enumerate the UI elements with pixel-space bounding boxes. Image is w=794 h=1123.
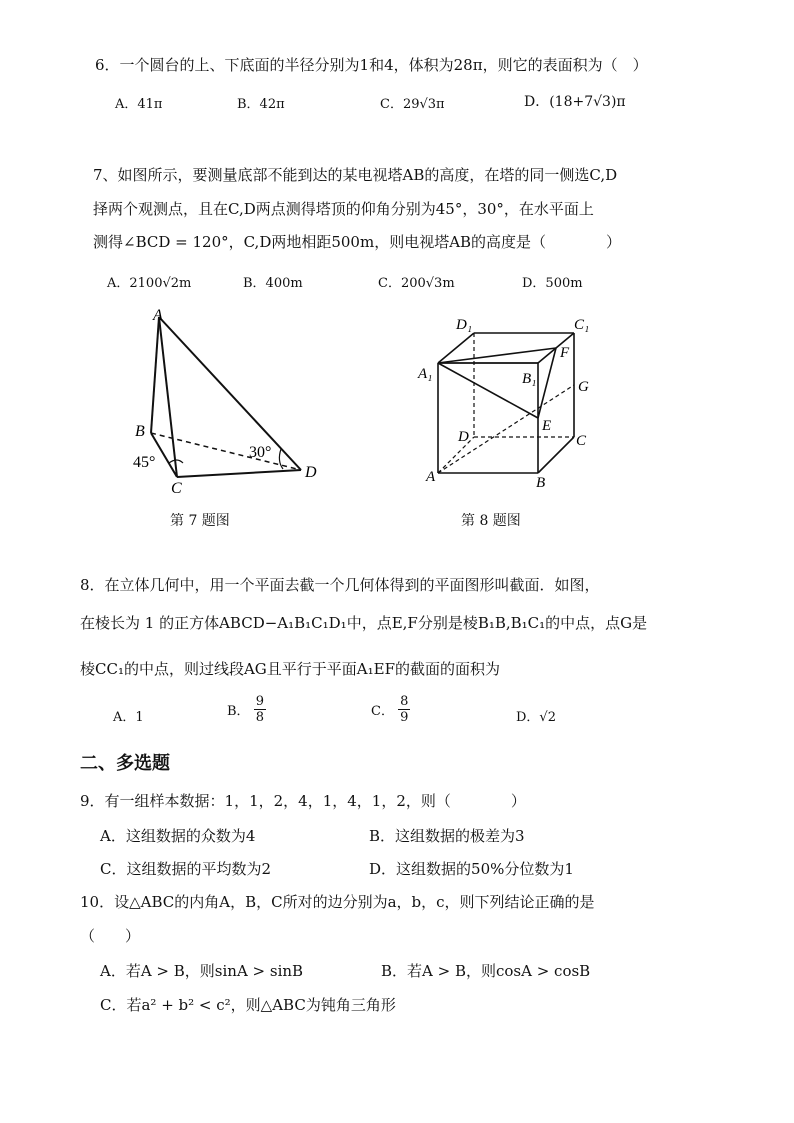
q8-line-1: 8．在立体几何中，用一个平面去截一个几何体得到的平面图形叫截面．如图， xyxy=(80,576,600,594)
q9-option-d: D．这组数据的50%分位数为1 xyxy=(369,860,574,878)
figure-8-caption: 第 8 题图 xyxy=(461,513,521,529)
label-d: D xyxy=(305,464,317,481)
q8-option-b-denominator: 8 xyxy=(255,710,264,725)
figure-7-tower-diagram xyxy=(125,305,335,500)
q8-option-b-fraction xyxy=(254,694,266,725)
q8-option-b-prefix: B． xyxy=(227,704,250,719)
section-2-title: 二、多选题 xyxy=(80,753,170,774)
label-g: G xyxy=(578,379,589,395)
q9-option-c: C．这组数据的平均数为2 xyxy=(100,860,272,878)
label-b1: B₁ xyxy=(522,371,537,387)
label-d: D xyxy=(458,429,469,445)
q9-option-b: B．这组数据的极差为3 xyxy=(369,827,525,845)
q8-option-c-fraction xyxy=(398,694,410,725)
q7-line-3: 测得∠BCD = 120°，C,D两地相距500m，则电视塔AB的高度是（ ） xyxy=(93,233,622,251)
edge-ab xyxy=(151,317,159,433)
q6-option-c: C．29√3π xyxy=(380,97,445,112)
label-c1: C₁ xyxy=(574,317,590,333)
q8-option-c xyxy=(371,694,410,725)
label-angle-45: 45° xyxy=(133,454,156,471)
q6-stem: 6．一个圆台的上、下底面的半径分别为1和4，体积为28π，则它的表面积为（ ） xyxy=(95,56,648,74)
q8-option-b-numerator: 9 xyxy=(255,694,264,709)
q8-option-b xyxy=(227,694,266,725)
q9-option-a: A．这组数据的众数为4 xyxy=(100,827,256,845)
label-c: C xyxy=(576,433,587,449)
q8-line-3: 棱CC₁的中点，则过线段AG且平行于平面A₁EF的截面的面积为 xyxy=(80,660,500,678)
label-d1: D₁ xyxy=(456,317,473,333)
segment-a1-f xyxy=(438,348,556,363)
q7-option-c: C．200√3m xyxy=(378,276,455,291)
q8-line-2: 在棱长为 1 的正方体ABCD−A₁B₁C₁D₁中，点E,F分别是棱B₁B,B₁C₁的中点，点G是 xyxy=(80,614,648,632)
label-a: A xyxy=(426,469,436,485)
q8-option-c-prefix: C． xyxy=(371,704,394,719)
q8-option-d: D．√2 xyxy=(516,710,556,725)
figure-8-cube-diagram xyxy=(410,305,610,495)
q7-option-b: B．400m xyxy=(243,276,303,291)
label-b: B xyxy=(536,475,546,491)
q6-option-b: B．42π xyxy=(237,97,285,112)
q6-option-d: D．(18+7√3)π xyxy=(524,94,626,110)
label-a1: A₁ xyxy=(418,366,433,382)
label-e: E xyxy=(542,418,552,434)
q8-option-c-numerator: 8 xyxy=(400,694,409,709)
q7-line-2: 择两个观测点，且在C,D两点测得塔顶的仰角分别为45°，30°，在水平面上 xyxy=(93,200,594,218)
q10-line-2: （ ） xyxy=(80,927,141,945)
label-angle-30: 30° xyxy=(249,444,272,461)
q8-option-a: A．1 xyxy=(113,710,144,725)
q10-option-b: B．若A > B，则cosA > cosB xyxy=(381,962,591,980)
edge-cd xyxy=(177,470,301,477)
label-f: F xyxy=(560,345,570,361)
q9-stem: 9．有一组样本数据：1，1，2，4，1，4，1，2，则（ ） xyxy=(80,792,526,810)
q10-line-1: 10．设△ABC的内角A，B，C所对的边分别为a，b，c，则下列结论正确的是 xyxy=(80,893,595,911)
figure-7-caption: 第 7 题图 xyxy=(170,513,230,529)
q6-option-a: A．41π xyxy=(115,97,163,112)
edge-ad xyxy=(159,317,301,470)
q7-line-1: 7、如图所示，要测量底部不能到达的某电视塔AB的高度，在塔的同一侧选C,D xyxy=(93,166,618,184)
q7-option-a: A．2100√2m xyxy=(107,276,192,291)
segment-e-f xyxy=(538,348,556,418)
label-b: B xyxy=(135,423,145,440)
q10-option-c: C．若a² + b² < c²，则△ABC为钝角三角形 xyxy=(100,996,396,1014)
label-a: A xyxy=(153,307,163,324)
q7-option-d: D．500m xyxy=(522,276,583,291)
q10-option-a: A．若A > B，则sinA > sinB xyxy=(100,962,304,980)
label-c: C xyxy=(171,480,182,497)
q8-option-c-denominator: 9 xyxy=(400,710,409,725)
